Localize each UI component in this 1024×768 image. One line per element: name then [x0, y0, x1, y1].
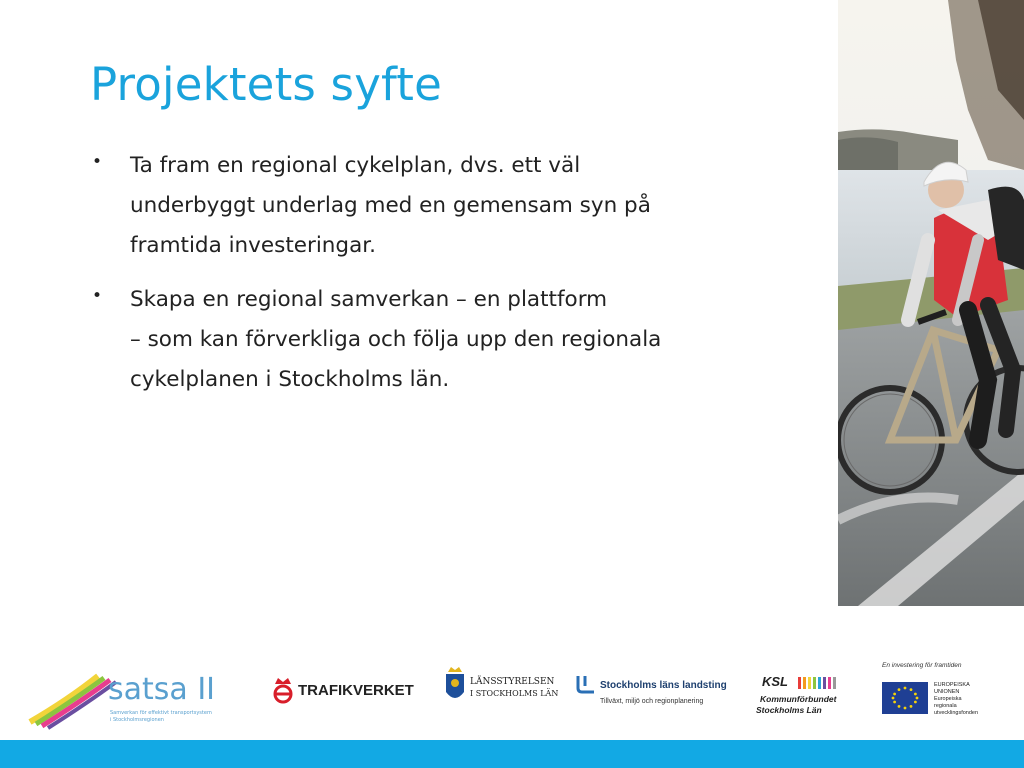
satsa-name: satsa II: [108, 672, 216, 707]
eu-text-line: regionala: [934, 703, 957, 709]
satsa-tagline: i Stockholmsregionen: [110, 717, 164, 723]
footer-bar: [0, 740, 1024, 768]
trafikverket-name: TRAFIKVERKET: [298, 682, 414, 699]
slide-title: Projektets syfte: [90, 58, 443, 111]
bullet-text-line: – som kan förverkliga och följa upp den regionala: [130, 327, 662, 352]
bullet-text-line: underbyggt underlag med en gemensam syn på: [130, 193, 651, 218]
bullet-list: [88, 146, 788, 414]
eu-text-line: Europeiska: [934, 696, 962, 702]
bullet-text-line: cykelplanen i Stockholms län.: [130, 367, 450, 392]
satsa-tagline: Samverkan för effektivt transportsystem: [110, 710, 212, 716]
landsting-sub: Tillväxt, miljö och regionplanering: [600, 698, 704, 705]
ksl-logo: [756, 674, 851, 716]
ksl-stripes-icon: [798, 677, 844, 689]
landsting-name: Stockholms läns landsting: [600, 680, 727, 691]
bullet-marker: •: [92, 152, 103, 172]
bullet-text-line: Skapa en regional samverkan – en plattform: [130, 287, 608, 312]
trafikverket-logo: [272, 676, 422, 706]
bullet-text-line: Ta fram en regional cykelplan, dvs. ett väl: [130, 153, 581, 178]
eu-flag-icon: [882, 682, 928, 714]
eu-text-line: EUROPEISKA: [934, 682, 970, 688]
lansstyrelsen-logo: [444, 666, 559, 708]
bullet-item: [88, 146, 788, 266]
landsting-logo: [576, 676, 726, 710]
landsting-icon: [576, 676, 596, 694]
lansstyrelsen-line-1: LÄNSSTYRELSEN: [470, 677, 555, 687]
coat-of-arms-icon: [444, 666, 466, 706]
ksl-line-2: Stockholms Län: [756, 705, 822, 715]
eu-tagline: En investering för framtiden: [882, 662, 962, 669]
ksl-line-1: Kommunförbundet: [760, 694, 837, 704]
eu-text-line: utvecklingsfonden: [934, 710, 979, 716]
ksl-abbr: KSL: [762, 674, 788, 689]
bullet-text-line: framtida investeringar.: [130, 233, 376, 258]
bullet-item: [88, 280, 788, 400]
eu-text-line: UNIONEN: [934, 689, 960, 695]
lansstyrelsen-line-2: I STOCKHOLMS LÄN: [470, 689, 559, 698]
cyclist-photo: [838, 0, 1024, 606]
satsa-logo: [28, 670, 243, 730]
eu-logo: [880, 662, 1020, 720]
crown-icon: [272, 676, 294, 704]
bullet-marker: •: [92, 286, 103, 306]
